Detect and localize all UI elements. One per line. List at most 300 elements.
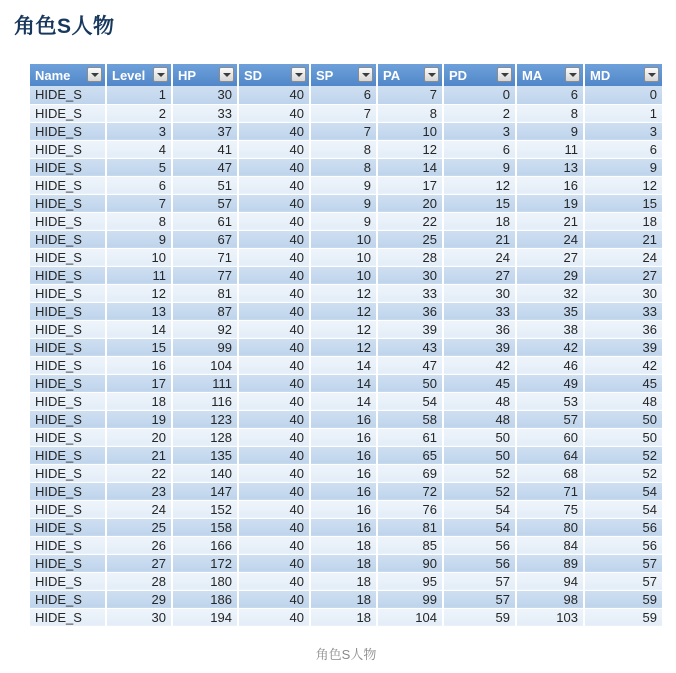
- cell-name: HIDE_S: [30, 554, 106, 572]
- cell-value: 13: [516, 158, 584, 176]
- cell-value: 16: [310, 500, 377, 518]
- cell-name: HIDE_S: [30, 266, 106, 284]
- cell-value: 54: [584, 500, 662, 518]
- cell-value: 135: [172, 446, 238, 464]
- table-row: [30, 320, 662, 338]
- cell-name: HIDE_S: [30, 536, 106, 554]
- cell-value: 84: [516, 536, 584, 554]
- cell-value: 8: [377, 104, 443, 122]
- cell-value: 59: [584, 608, 662, 626]
- cell-value: 30: [443, 284, 516, 302]
- cell-value: 2: [443, 104, 516, 122]
- filter-dropdown-button[interactable]: [565, 67, 580, 82]
- cell-value: 3: [443, 122, 516, 140]
- cell-value: 8: [310, 140, 377, 158]
- table-row: [30, 500, 662, 518]
- cell-value: 13: [106, 302, 172, 320]
- cell-name: HIDE_S: [30, 212, 106, 230]
- cell-value: 12: [310, 302, 377, 320]
- cell-value: 57: [172, 194, 238, 212]
- cell-value: 30: [377, 266, 443, 284]
- cell-value: 12: [310, 284, 377, 302]
- column-header-label: PA: [383, 67, 401, 83]
- cell-value: 32: [516, 284, 584, 302]
- cell-value: 49: [516, 374, 584, 392]
- chevron-down-icon: [157, 73, 165, 77]
- header-row: [30, 64, 662, 86]
- cell-value: 36: [377, 302, 443, 320]
- cell-value: 20: [106, 428, 172, 446]
- table-row: [30, 176, 662, 194]
- cell-value: 30: [172, 86, 238, 104]
- cell-value: 1: [106, 86, 172, 104]
- cell-value: 47: [172, 158, 238, 176]
- table-row: [30, 374, 662, 392]
- cell-value: 24: [443, 248, 516, 266]
- cell-value: 51: [172, 176, 238, 194]
- cell-value: 16: [310, 446, 377, 464]
- cell-name: HIDE_S: [30, 518, 106, 536]
- cell-value: 16: [310, 410, 377, 428]
- column-header-label: Name: [35, 67, 71, 83]
- cell-value: 59: [443, 608, 516, 626]
- cell-value: 17: [377, 176, 443, 194]
- cell-value: 40: [238, 212, 310, 230]
- chevron-down-icon: [428, 73, 436, 77]
- cell-value: 40: [238, 428, 310, 446]
- cell-value: 9: [310, 176, 377, 194]
- cell-value: 54: [584, 482, 662, 500]
- cell-value: 53: [516, 392, 584, 410]
- cell-value: 16: [310, 428, 377, 446]
- cell-value: 5: [106, 158, 172, 176]
- cell-value: 89: [516, 554, 584, 572]
- cell-value: 40: [238, 158, 310, 176]
- cell-value: 40: [238, 608, 310, 626]
- cell-value: 47: [377, 356, 443, 374]
- cell-value: 4: [106, 140, 172, 158]
- cell-value: 33: [172, 104, 238, 122]
- table-row: [30, 230, 662, 248]
- cell-value: 41: [172, 140, 238, 158]
- table-row: [30, 212, 662, 230]
- cell-value: 194: [172, 608, 238, 626]
- cell-value: 39: [443, 338, 516, 356]
- cell-value: 14: [106, 320, 172, 338]
- cell-name: HIDE_S: [30, 248, 106, 266]
- cell-value: 50: [584, 428, 662, 446]
- cell-value: 21: [516, 212, 584, 230]
- cell-value: 27: [106, 554, 172, 572]
- table-row: [30, 464, 662, 482]
- cell-value: 28: [106, 572, 172, 590]
- table-row: [30, 410, 662, 428]
- cell-value: 11: [106, 266, 172, 284]
- column-header-pa: [377, 64, 443, 86]
- cell-value: 158: [172, 518, 238, 536]
- column-header-name: [30, 64, 106, 86]
- cell-value: 14: [310, 374, 377, 392]
- stats-table: [30, 64, 662, 627]
- table-row: [30, 158, 662, 176]
- cell-value: 40: [238, 248, 310, 266]
- cell-value: 40: [238, 554, 310, 572]
- cell-value: 40: [238, 338, 310, 356]
- cell-value: 64: [516, 446, 584, 464]
- cell-name: HIDE_S: [30, 572, 106, 590]
- filter-dropdown-button[interactable]: [219, 67, 234, 82]
- column-header-pd: [443, 64, 516, 86]
- cell-value: 40: [238, 518, 310, 536]
- cell-value: 71: [172, 248, 238, 266]
- cell-value: 68: [516, 464, 584, 482]
- cell-value: 65: [377, 446, 443, 464]
- cell-value: 14: [377, 158, 443, 176]
- cell-value: 40: [238, 590, 310, 608]
- cell-value: 29: [106, 590, 172, 608]
- cell-value: 166: [172, 536, 238, 554]
- cell-value: 17: [106, 374, 172, 392]
- cell-value: 75: [516, 500, 584, 518]
- cell-name: HIDE_S: [30, 320, 106, 338]
- cell-value: 99: [172, 338, 238, 356]
- cell-value: 18: [443, 212, 516, 230]
- cell-value: 15: [584, 194, 662, 212]
- cell-value: 40: [238, 140, 310, 158]
- cell-value: 6: [106, 176, 172, 194]
- cell-name: HIDE_S: [30, 230, 106, 248]
- cell-value: 186: [172, 590, 238, 608]
- table-row: [30, 482, 662, 500]
- cell-name: HIDE_S: [30, 464, 106, 482]
- filter-dropdown-button[interactable]: [153, 67, 168, 82]
- cell-value: 7: [310, 104, 377, 122]
- cell-value: 48: [584, 392, 662, 410]
- cell-value: 50: [443, 446, 516, 464]
- cell-name: HIDE_S: [30, 302, 106, 320]
- cell-value: 48: [443, 392, 516, 410]
- cell-value: 7: [106, 194, 172, 212]
- cell-value: 12: [584, 176, 662, 194]
- cell-value: 18: [310, 572, 377, 590]
- cell-value: 40: [238, 356, 310, 374]
- cell-value: 0: [584, 86, 662, 104]
- cell-value: 40: [238, 572, 310, 590]
- cell-value: 24: [106, 500, 172, 518]
- cell-value: 15: [443, 194, 516, 212]
- cell-value: 24: [584, 248, 662, 266]
- cell-value: 72: [377, 482, 443, 500]
- cell-value: 40: [238, 374, 310, 392]
- table-row: [30, 266, 662, 284]
- cell-value: 23: [106, 482, 172, 500]
- cell-value: 52: [443, 482, 516, 500]
- cell-value: 28: [377, 248, 443, 266]
- table-row: [30, 140, 662, 158]
- cell-value: 42: [584, 356, 662, 374]
- cell-value: 1: [584, 104, 662, 122]
- cell-value: 54: [443, 518, 516, 536]
- cell-value: 15: [106, 338, 172, 356]
- cell-value: 25: [377, 230, 443, 248]
- chevron-down-icon: [91, 73, 99, 77]
- table-row: [30, 536, 662, 554]
- cell-value: 95: [377, 572, 443, 590]
- cell-value: 12: [310, 320, 377, 338]
- cell-value: 6: [516, 86, 584, 104]
- cell-value: 40: [238, 482, 310, 500]
- cell-name: HIDE_S: [30, 500, 106, 518]
- cell-value: 54: [377, 392, 443, 410]
- cell-value: 7: [377, 86, 443, 104]
- chevron-down-icon: [362, 73, 370, 77]
- cell-value: 21: [443, 230, 516, 248]
- cell-value: 18: [310, 608, 377, 626]
- cell-value: 61: [172, 212, 238, 230]
- column-header-label: Level: [112, 67, 146, 83]
- cell-value: 22: [377, 212, 443, 230]
- cell-value: 56: [584, 536, 662, 554]
- cell-value: 9: [584, 158, 662, 176]
- cell-value: 56: [584, 518, 662, 536]
- cell-value: 39: [377, 320, 443, 338]
- cell-value: 80: [516, 518, 584, 536]
- cell-value: 0: [443, 86, 516, 104]
- cell-value: 18: [106, 392, 172, 410]
- filter-dropdown-button[interactable]: [87, 67, 102, 82]
- cell-value: 40: [238, 104, 310, 122]
- cell-value: 9: [516, 122, 584, 140]
- cell-name: HIDE_S: [30, 194, 106, 212]
- cell-name: HIDE_S: [30, 482, 106, 500]
- cell-name: HIDE_S: [30, 428, 106, 446]
- cell-value: 43: [377, 338, 443, 356]
- cell-value: 147: [172, 482, 238, 500]
- cell-value: 40: [238, 464, 310, 482]
- chevron-down-icon: [223, 73, 231, 77]
- cell-value: 40: [238, 194, 310, 212]
- cell-value: 50: [377, 374, 443, 392]
- cell-value: 6: [310, 86, 377, 104]
- table-row: [30, 248, 662, 266]
- cell-name: HIDE_S: [30, 176, 106, 194]
- cell-value: 45: [584, 374, 662, 392]
- cell-name: HIDE_S: [30, 284, 106, 302]
- cell-name: HIDE_S: [30, 410, 106, 428]
- cell-value: 60: [516, 428, 584, 446]
- cell-value: 52: [443, 464, 516, 482]
- cell-value: 16: [310, 518, 377, 536]
- cell-value: 19: [106, 410, 172, 428]
- cell-value: 14: [310, 356, 377, 374]
- cell-value: 81: [172, 284, 238, 302]
- cell-value: 67: [172, 230, 238, 248]
- column-header-md: [584, 64, 662, 86]
- cell-value: 8: [516, 104, 584, 122]
- filter-dropdown-button[interactable]: [291, 67, 306, 82]
- chevron-down-icon: [501, 73, 509, 77]
- cell-value: 16: [310, 464, 377, 482]
- cell-value: 9: [310, 194, 377, 212]
- cell-value: 50: [584, 410, 662, 428]
- cell-value: 10: [310, 248, 377, 266]
- column-header-sp: [310, 64, 377, 86]
- cell-value: 18: [310, 554, 377, 572]
- table-row: [30, 86, 662, 104]
- cell-value: 40: [238, 392, 310, 410]
- cell-value: 8: [310, 158, 377, 176]
- cell-value: 81: [377, 518, 443, 536]
- cell-value: 10: [310, 266, 377, 284]
- cell-value: 3: [584, 122, 662, 140]
- table-row: [30, 104, 662, 122]
- column-header-level: [106, 64, 172, 86]
- cell-value: 48: [443, 410, 516, 428]
- table-caption: 角色S人物: [315, 647, 377, 662]
- cell-name: HIDE_S: [30, 104, 106, 122]
- column-header-label: MA: [522, 67, 543, 83]
- page-title: 角色S人物: [14, 15, 115, 38]
- cell-value: 59: [584, 590, 662, 608]
- cell-value: 61: [377, 428, 443, 446]
- cell-value: 38: [516, 320, 584, 338]
- cell-value: 77: [172, 266, 238, 284]
- cell-value: 99: [377, 590, 443, 608]
- table-header: [30, 64, 662, 86]
- cell-value: 57: [443, 590, 516, 608]
- cell-value: 10: [310, 230, 377, 248]
- cell-value: 152: [172, 500, 238, 518]
- table-row: [30, 590, 662, 608]
- cell-value: 27: [516, 248, 584, 266]
- cell-name: HIDE_S: [30, 86, 106, 104]
- column-header-hp: [172, 64, 238, 86]
- filter-dropdown-button[interactable]: [497, 67, 512, 82]
- cell-value: 123: [172, 410, 238, 428]
- cell-name: HIDE_S: [30, 338, 106, 356]
- cell-value: 14: [310, 392, 377, 410]
- cell-name: HIDE_S: [30, 590, 106, 608]
- cell-value: 52: [584, 446, 662, 464]
- cell-value: 40: [238, 86, 310, 104]
- table-row: [30, 554, 662, 572]
- cell-value: 180: [172, 572, 238, 590]
- cell-value: 40: [238, 302, 310, 320]
- cell-value: 50: [443, 428, 516, 446]
- column-header-sd: [238, 64, 310, 86]
- cell-value: 22: [106, 464, 172, 482]
- table-row: [30, 302, 662, 320]
- cell-value: 40: [238, 446, 310, 464]
- table-row: [30, 338, 662, 356]
- cell-value: 10: [377, 122, 443, 140]
- column-header-ma: [516, 64, 584, 86]
- cell-value: 30: [106, 608, 172, 626]
- cell-value: 18: [310, 590, 377, 608]
- cell-value: 27: [584, 266, 662, 284]
- cell-value: 18: [584, 212, 662, 230]
- cell-value: 27: [443, 266, 516, 284]
- table-row: [30, 122, 662, 140]
- cell-value: 69: [377, 464, 443, 482]
- cell-value: 42: [443, 356, 516, 374]
- cell-name: HIDE_S: [30, 158, 106, 176]
- cell-value: 85: [377, 536, 443, 554]
- cell-value: 9: [443, 158, 516, 176]
- cell-value: 26: [106, 536, 172, 554]
- cell-value: 11: [516, 140, 584, 158]
- cell-value: 111: [172, 374, 238, 392]
- column-header-label: MD: [590, 67, 611, 83]
- column-header-label: SD: [244, 67, 263, 83]
- cell-value: 24: [516, 230, 584, 248]
- cell-name: HIDE_S: [30, 446, 106, 464]
- cell-value: 116: [172, 392, 238, 410]
- filter-dropdown-button[interactable]: [358, 67, 373, 82]
- cell-value: 58: [377, 410, 443, 428]
- cell-value: 56: [443, 536, 516, 554]
- cell-value: 92: [172, 320, 238, 338]
- cell-value: 40: [238, 230, 310, 248]
- cell-name: HIDE_S: [30, 122, 106, 140]
- cell-value: 33: [377, 284, 443, 302]
- cell-value: 12: [377, 140, 443, 158]
- cell-name: HIDE_S: [30, 356, 106, 374]
- cell-value: 104: [172, 356, 238, 374]
- cell-value: 40: [238, 500, 310, 518]
- cell-value: 98: [516, 590, 584, 608]
- cell-value: 30: [584, 284, 662, 302]
- cell-value: 20: [377, 194, 443, 212]
- filter-dropdown-button[interactable]: [424, 67, 439, 82]
- cell-name: HIDE_S: [30, 140, 106, 158]
- cell-name: HIDE_S: [30, 392, 106, 410]
- cell-value: 57: [516, 410, 584, 428]
- cell-value: 94: [516, 572, 584, 590]
- cell-value: 37: [172, 122, 238, 140]
- cell-value: 57: [584, 572, 662, 590]
- cell-value: 76: [377, 500, 443, 518]
- chevron-down-icon: [569, 73, 577, 77]
- cell-value: 103: [516, 608, 584, 626]
- cell-value: 128: [172, 428, 238, 446]
- table-row: [30, 572, 662, 590]
- cell-value: 39: [584, 338, 662, 356]
- cell-value: 57: [443, 572, 516, 590]
- cell-value: 16: [310, 482, 377, 500]
- cell-value: 87: [172, 302, 238, 320]
- cell-value: 12: [106, 284, 172, 302]
- column-header-label: SP: [316, 67, 334, 83]
- cell-value: 6: [584, 140, 662, 158]
- cell-value: 40: [238, 536, 310, 554]
- table-row: [30, 356, 662, 374]
- cell-value: 104: [377, 608, 443, 626]
- cell-value: 7: [310, 122, 377, 140]
- cell-value: 46: [516, 356, 584, 374]
- cell-value: 9: [106, 230, 172, 248]
- cell-value: 9: [310, 212, 377, 230]
- cell-value: 172: [172, 554, 238, 572]
- table-row: [30, 446, 662, 464]
- cell-value: 71: [516, 482, 584, 500]
- cell-value: 40: [238, 320, 310, 338]
- stats-table-container: [30, 64, 662, 627]
- filter-dropdown-button[interactable]: [644, 67, 659, 82]
- cell-value: 8: [106, 212, 172, 230]
- cell-name: HIDE_S: [30, 608, 106, 626]
- cell-value: 12: [310, 338, 377, 356]
